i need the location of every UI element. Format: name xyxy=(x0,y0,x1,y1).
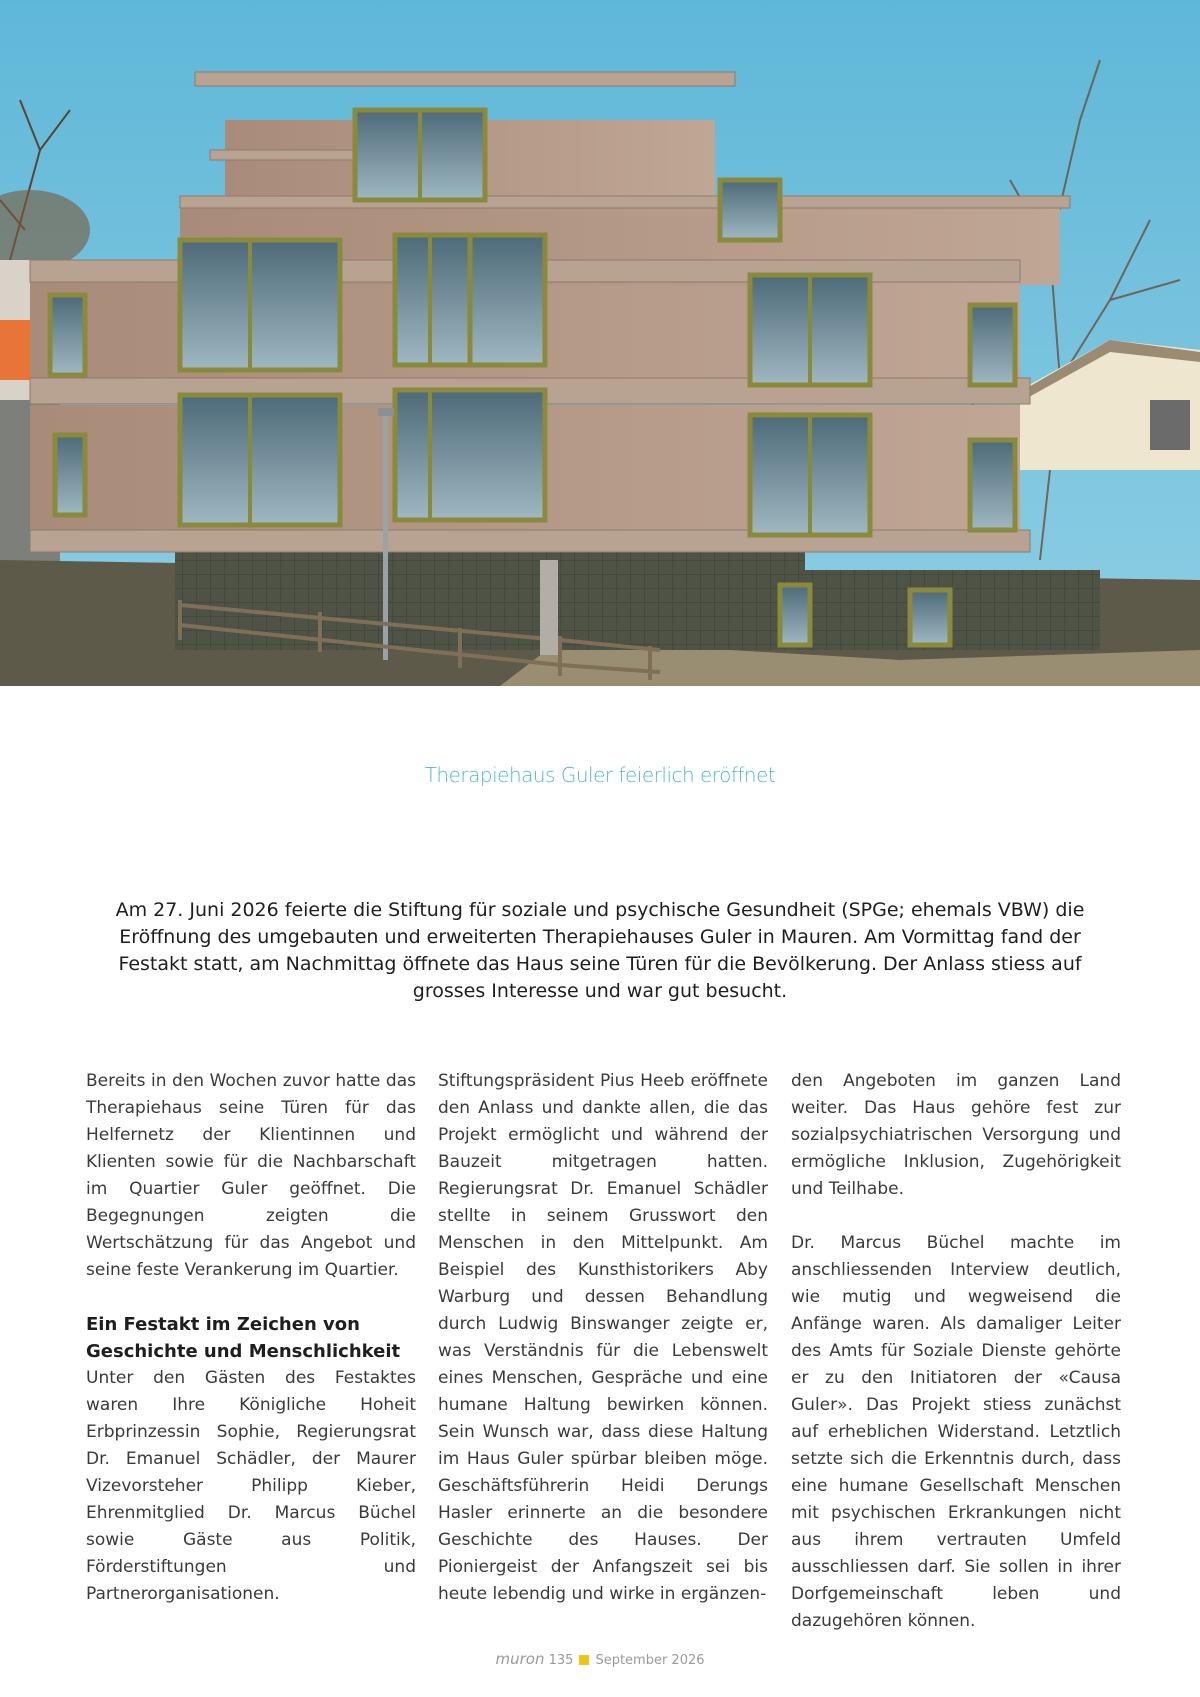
body-paragraph: Dr. Marcus Büchel machte im anschliessenden Interview deutlich, wie mutig und wegweisend die Anfänge waren. Als damaliger Leiter des Amts für Soziale Dienste gehörte er zu den Initiatoren der «Causa Guler». Das Projekt stiess zunächst auf erheblichen Widerstand. Letztlich setzte sich die Erkenntnis durch, dass eine humane Gesellschaft Menschen mit psychischen Erkrankungen nicht aus ihrem vertrauten Umfeld ausschliessen darf. Sie sollen in ihrer Dorfgemeinschaft leben und dazugehören können. xyxy=(791,1233,1121,1631)
text-column-1 xyxy=(86,1068,416,1608)
body-paragraph: Bereits in den Wochen zuvor hatte das Therapiehaus seine Türen für das Helfernetz der Klientinnen und Klienten sowie für die Nachbarschaft im Quartier Guler geöffnet. Die Begegnungen zeigten die Wertschätzung für das Angebot und seine feste Verankerung im Quartier. xyxy=(86,1071,416,1280)
issue-date: September 2026 xyxy=(595,1653,705,1668)
text-column-2 xyxy=(438,1068,768,1608)
page-footer xyxy=(0,1650,1200,1670)
issue-number: 135 xyxy=(548,1653,574,1668)
magazine-name: muron xyxy=(495,1650,545,1668)
separator-square-icon xyxy=(579,1655,589,1665)
article-title: Therapiehaus Guler feierlich eröffnet xyxy=(424,763,776,788)
section-subheading: Ein Festakt im Zeichen von Geschichte und Menschlichkeit xyxy=(86,1314,401,1362)
text-column-3 xyxy=(791,1068,1121,1635)
body-paragraph: den Angeboten im ganzen Land weiter. Das Haus gehöre fest zur sozialpsychiatrischen Versorgung und ermögliche Inklusion, Zugehörigkeit und Teilhabe. xyxy=(791,1071,1121,1199)
article-lead: Am 27. Juni 2026 feierte die Stiftung für soziale und psychische Gesundheit (SPGe; ehemals VBW) die Eröffnung des umgebauten und erweiterten Therapiehauses Guler in Mauren. Am Vormittag fand der Festakt statt, am Nachmittag öffnete das Haus seine Türen für die Bevölkerung. Der Anlass stiess auf grosses Interesse und war gut besucht. xyxy=(115,899,1085,1002)
building-photo xyxy=(0,0,1200,686)
body-paragraph: Stiftungspräsident Pius Heeb eröffnete den Anlass und dankte allen, die das Projekt ermöglicht und während der Bauzeit mitgetragen hatten. Regierungsrat Dr. Emanuel Schädler stellte in seinem Grusswort den Menschen in den Mittelpunkt. Am Beispiel des Kunsthistorikers Aby Warburg und dessen Behandlung durch Ludwig Binswanger zeigte er, was Verständnis für die Lebenswelt eines Menschen, Gespräche und eine humane Haltung bewirken können. Sein Wunsch war, dass diese Haltung im Haus Guler spürbar bleiben möge. Geschäftsführerin Heidi Derungs Hasler erinnerte an die besondere Geschichte des Hauses. Der Pioniergeist der Anfangszeit sei bis heute lebendig und wirke in ergänzen- xyxy=(438,1071,768,1604)
body-paragraph: Unter den Gästen des Festaktes waren Ihre Königliche Hoheit Erbprinzessin Sophie, Regierungsrat Dr. Emanuel Schädler, der Maurer Vizevorsteher Philipp Kieber, Ehrenmitglied Dr. Marcus Büchel sowie Gäste aus Politik, Förderstiftungen und Partnerorganisationen. xyxy=(86,1368,416,1604)
